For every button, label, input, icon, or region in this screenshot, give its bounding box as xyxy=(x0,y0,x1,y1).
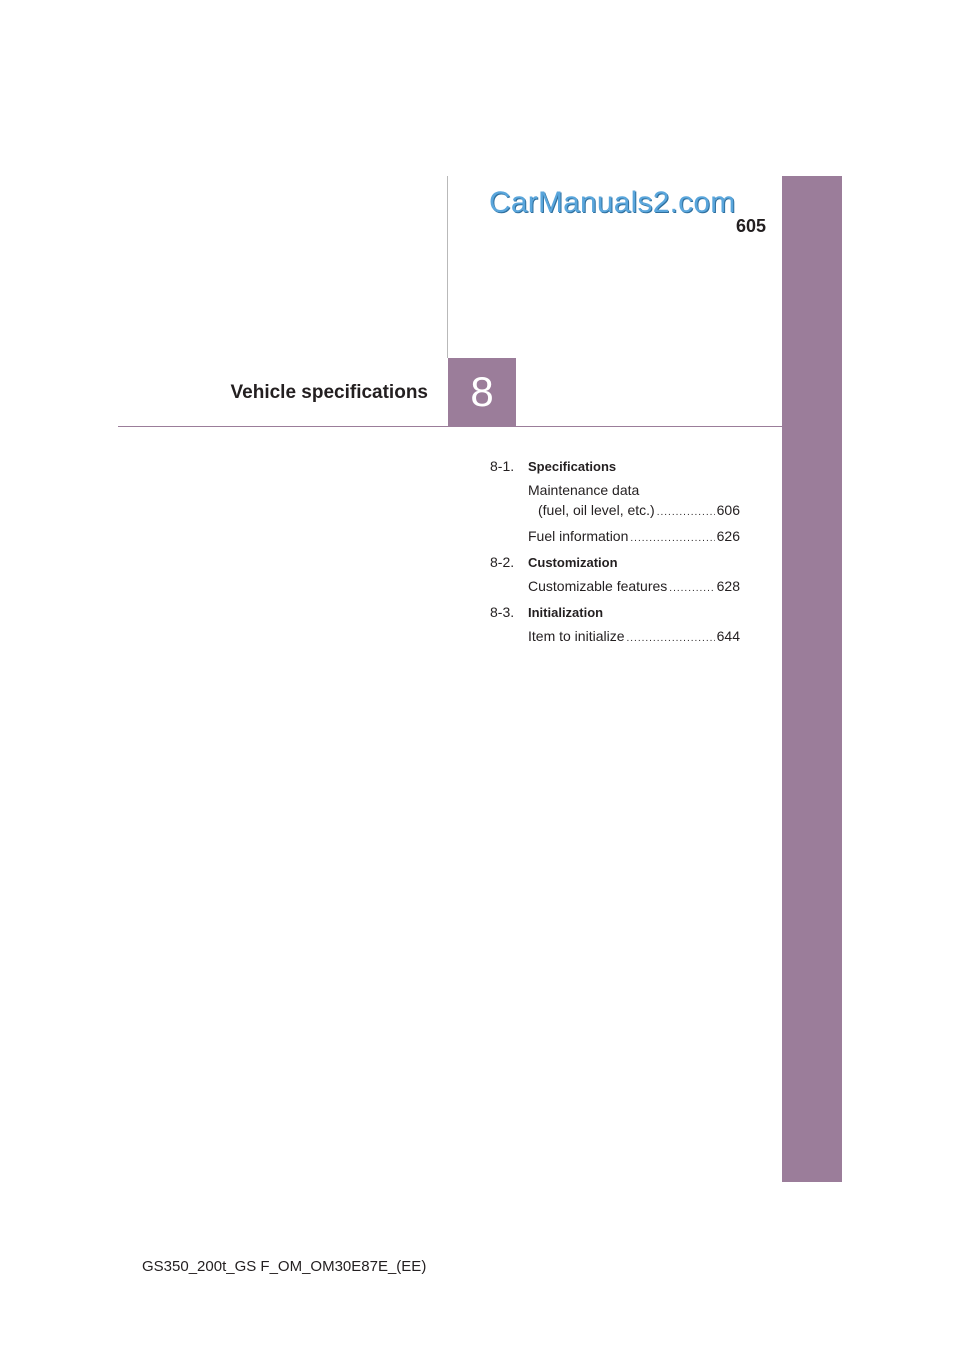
watermark-logo: CarManuals2.com xyxy=(489,186,736,219)
section-number: 8-2. xyxy=(490,554,515,570)
leader-dots xyxy=(669,583,714,594)
section-number: 8-1. xyxy=(490,458,515,474)
section-title: Specifications xyxy=(528,459,617,474)
entry-label-continued: (fuel, oil level, etc.) xyxy=(538,502,655,518)
toc-section-8-1 xyxy=(490,458,740,482)
toc-section-8-2 xyxy=(490,554,740,578)
entry-page: 644 xyxy=(716,628,740,644)
leader-dots xyxy=(626,633,714,644)
entry-page: 606 xyxy=(716,502,740,518)
entry-page: 628 xyxy=(716,578,740,594)
toc-entry-maintenance-data[interactable] xyxy=(528,482,740,522)
page-number: 605 xyxy=(736,216,767,236)
document-code-footer: GS350_200t_GS F_OM_OM30E87E_(EE) xyxy=(142,1258,427,1275)
section-title: Initialization xyxy=(528,605,604,620)
toc-section-8-3 xyxy=(490,604,740,628)
entry-page: 626 xyxy=(716,528,740,544)
toc-entry-fuel-information[interactable] xyxy=(528,528,740,548)
chapter-tab-sidebar xyxy=(782,176,842,1182)
chapter-number: 8 xyxy=(470,368,494,415)
entry-label: Fuel information xyxy=(528,528,629,544)
vertical-divider xyxy=(447,176,448,358)
leader-dots xyxy=(630,533,714,544)
section-number: 8-3. xyxy=(490,604,515,620)
toc-entry-customizable-features[interactable] xyxy=(528,578,740,598)
leader-dots xyxy=(657,507,715,518)
toc-entry-item-to-initialize[interactable] xyxy=(528,628,740,648)
header-rule xyxy=(118,426,782,427)
section-title: Customization xyxy=(528,555,618,570)
chapter-number-box xyxy=(448,358,516,426)
entry-label: Item to initialize xyxy=(528,628,625,644)
chapter-title: Vehicle specifications xyxy=(230,382,428,403)
entry-label: Maintenance data xyxy=(528,482,640,498)
entry-label: Customizable features xyxy=(528,578,668,594)
table-of-contents xyxy=(490,458,740,648)
